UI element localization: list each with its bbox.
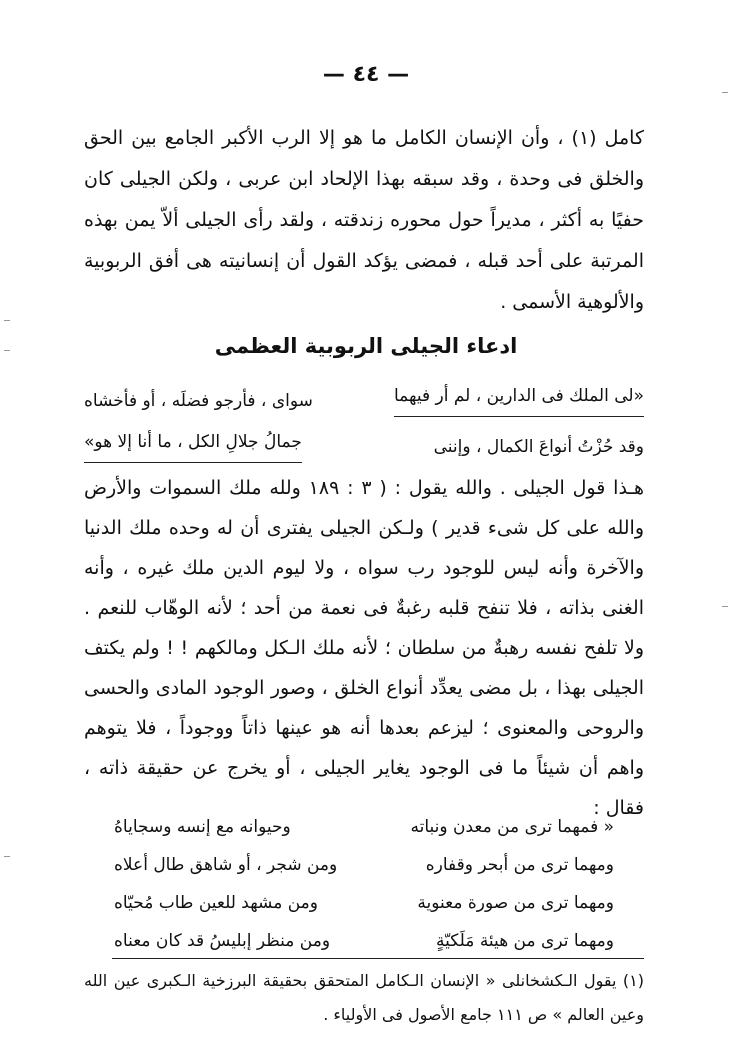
scan-margin-mark bbox=[722, 92, 728, 93]
verse-3-first-hemistich: ومهما ترى من صورة معنوية bbox=[417, 893, 614, 913]
poem-1 bbox=[84, 378, 644, 470]
verse-1-first-hemistich: « فمهما ترى من معدن ونباته bbox=[410, 817, 614, 837]
poem-1-verse-2 bbox=[84, 424, 644, 470]
verse-1-second-hemistich: وحيوانه مع إنسه وسجاياهُ bbox=[114, 817, 291, 837]
paragraph-2: هـذا قول الجيلى . والله يقول : ( ٣ : ١٨٩ ولله ملك السموات والأرض والله على كل شىء قدير ) ولـكن الجيلى يفترى أن له وحده ملك الدنيا والآخرة وأنه ليس للوجود رب سواه ، ولا ليوم الدين ملك غيره ، وأنه الغنى بذاته ، فلا تنفح قلبه رغبةٌ فى نعمة من أحد ؛ لأنه الوهّاب للنعم . ولا تلفح نفسه رهبةٌ من سلطان ؛ لأنه ملك الـكل ومالكهم ! ! ولم يكتف الجيلى بهذا ، بل مضى يعدِّد أنواع الخلق ، وصور الوجود المادى والحسى والروحى والمعنوى ؛ ليزعم بعدها أنه هو عينها ذاتاً ووجوداً ، فلا يتوهم واهم أن شيئاً ما فى الوجود يغاير الجيلى ، أو يخرج عن حقيقة ذاته ، فقال : bbox=[84, 477, 644, 819]
scan-margin-mark bbox=[4, 350, 10, 351]
paragraph-1: كامل (١) ، وأن الإنسان الكامل ما هو إلا الرب الأكبر الجامع بين الحق والخلق فى وحدة ، وقد سبقه بهذا الإلحاد ابن عربى ، ولكن الجيلى كان حفيًا به أكثر ، مديراً حول محوره زندقته ، ولقد رأى الجيلى ألاّ يمن بهذه المرتبة على أحد قبله ، فمضى يؤكد القول أن إنسانيته هى أفق الربوبية والألوهية الأسمى . bbox=[84, 127, 644, 313]
verse-3-second-hemistich: ومن مشهد للعين طاب مُحيّاه bbox=[114, 893, 318, 913]
scan-margin-mark bbox=[4, 856, 10, 857]
poem-2-verse-1 bbox=[114, 808, 614, 846]
verse-2-second-hemistich: ومن شجر ، أو شاهق طال أعلاه bbox=[114, 855, 338, 875]
page-number: — ٤٤ — bbox=[322, 62, 410, 87]
footnote: (١) يقول الـكشخانلى « الإنسان الـكامل المتحقق بحقيقة البرزخية الـكبرى عين الله وعين العالم » ص ١١١ جامع الأصول فى الأولياء . bbox=[84, 971, 644, 1024]
scan-margin-mark bbox=[4, 320, 10, 321]
verse-1-second-hemistich: سواى ، فأرجو فضلَه ، أو فأخشاه bbox=[84, 391, 313, 411]
verse-1-first-hemistich: «لى الملك فى الدارين ، لم أر فيهما bbox=[394, 378, 644, 417]
footnote-divider bbox=[112, 958, 644, 959]
verse-2-first-hemistich: ومهما ترى من أبحر وقفاره bbox=[425, 855, 614, 875]
poem-2-verse-4 bbox=[114, 922, 614, 960]
verse-2-second-hemistich: جمالُ جلالِ الكل ، ما أنا إلا هو» bbox=[84, 424, 302, 463]
poem-1-verse-1 bbox=[84, 378, 644, 424]
section-heading: ادعاء الجيلى الربوبية العظمى bbox=[214, 334, 518, 358]
poem-2 bbox=[114, 808, 614, 960]
poem-2-verse-2 bbox=[114, 846, 614, 884]
verse-2-first-hemistich: وقد حُزْتُ أنواعَ الكمال ، وإننى bbox=[433, 437, 644, 457]
poem-2-verse-3 bbox=[114, 884, 614, 922]
verse-4-first-hemistich: ومهما ترى من هيئة مَلَكيّةٍ bbox=[436, 931, 614, 951]
scan-margin-mark bbox=[722, 606, 728, 607]
verse-4-second-hemistich: ومن منظر إبليسُ قد كان معناه bbox=[114, 931, 331, 951]
